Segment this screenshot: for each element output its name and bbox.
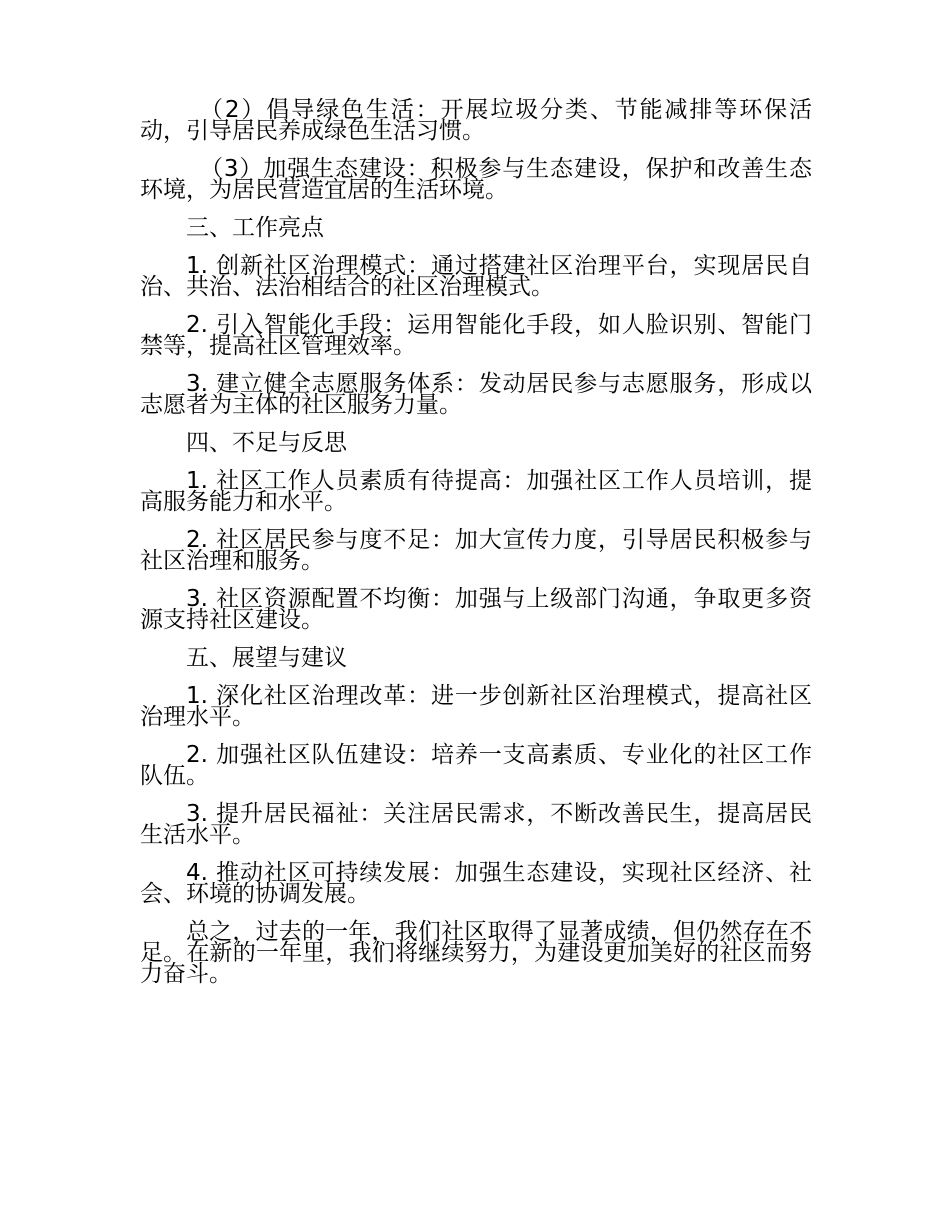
section-heading-highlights: 三、工作亮点 [186,215,324,241]
paragraph-green-living: （2）倡导绿色生活：开展垃圾分类、节能减排等环保活动，引导居民养成绿色生活习惯。 [140,97,812,144]
paragraph-outlook-1: 1. 深化社区治理改革：进一步创新社区治理模式，提高社区治理水平。 [140,683,812,730]
document-page [140,97,812,1002]
section-heading-shortcomings: 四、不足与反思 [186,430,347,456]
paragraph-shortcoming-3: 3. 社区资源配置不均衡：加强与上级部门沟通，争取更多资源支持社区建设。 [140,586,812,633]
paragraph-shortcoming-1: 1. 社区工作人员素质有待提高：加强社区工作人员培训，提高服务能力和水平。 [140,468,812,515]
paragraph-highlight-1: 1. 创新社区治理模式：通过搭建社区治理平台，实现居民自治、共治、法治相结合的社区治理模式。 [140,253,812,300]
paragraph-conclusion: 总之，过去的一年，我们社区取得了显著成绩，但仍然存在不足。在新的一年里，我们将继续努力，为建设更加美好的社区而努力奋斗。 [140,919,812,987]
paragraph-shortcoming-2: 2. 社区居民参与度不足：加大宣传力度，引导居民积极参与社区治理和服务。 [140,527,812,574]
section-heading-outlook: 五、展望与建议 [186,645,347,671]
paragraph-outlook-2: 2. 加强社区队伍建设：培养一支高素质、专业化的社区工作队伍。 [140,742,812,789]
paragraph-ecological-construction: （3）加强生态建设：积极参与生态建设，保护和改善生态环境，为居民营造宜居的生活环境。 [140,156,812,203]
paragraph-highlight-3: 3. 建立健全志愿服务体系：发动居民参与志愿服务，形成以志愿者为主体的社区服务力量。 [140,371,812,418]
paragraph-highlight-2: 2. 引入智能化手段：运用智能化手段，如人脸识别、智能门禁等，提高社区管理效率。 [140,312,812,359]
paragraph-outlook-4: 4. 推动社区可持续发展：加强生态建设，实现社区经济、社会、环境的协调发展。 [140,860,812,907]
paragraph-outlook-3: 3. 提升居民福祉：关注居民需求，不断改善民生，提高居民生活水平。 [140,801,812,848]
